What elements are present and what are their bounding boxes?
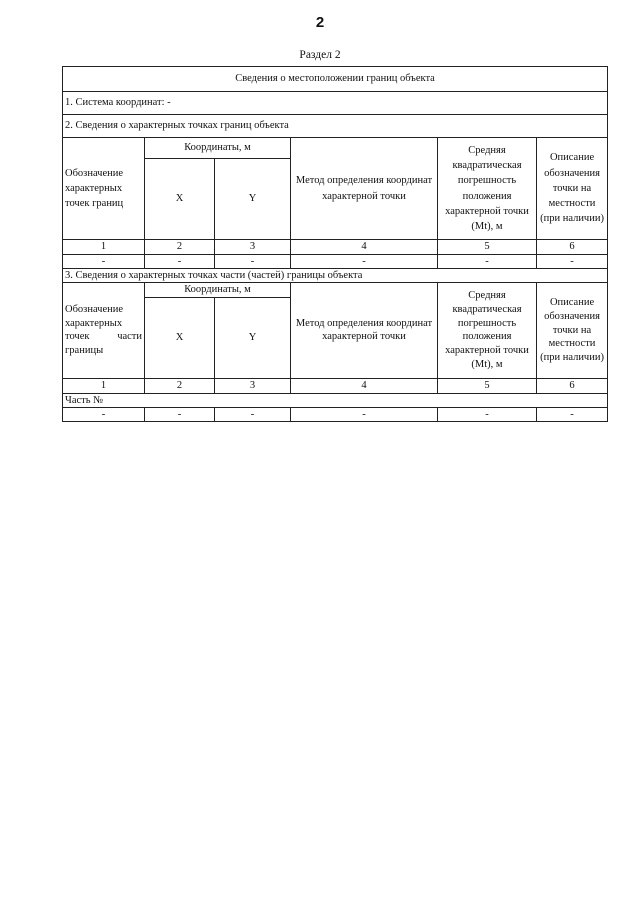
s2-col-error: Средняя квадратическая погрешность положения характерной точки (Mt), м (438, 138, 537, 240)
s2-num-6: 6 (537, 240, 608, 255)
s2-col-y: Y (215, 159, 291, 240)
s2-num-5: 5 (438, 240, 537, 255)
page-number: 2 (315, 14, 325, 31)
s2-cell-3: - (215, 255, 291, 269)
s3-part-label: Часть № (63, 393, 608, 407)
s3-cell-4: - (291, 407, 438, 421)
s3-num-1: 1 (63, 378, 145, 393)
s2-num-4: 4 (291, 240, 438, 255)
s2-cell-5: - (438, 255, 537, 269)
s3-col-method: Метод определения координат характерной точки (291, 283, 438, 379)
boundary-table (62, 66, 608, 422)
s3-col-designation: Обозначение характерных точек части границы (63, 283, 145, 379)
s3-col-coords: Координаты, м (145, 283, 291, 298)
s3-num-6: 6 (537, 378, 608, 393)
s2-col-x: X (145, 159, 215, 240)
s3-col-error: Средняя квадратическая погрешность положения характерной точки (Mt), м (438, 283, 537, 379)
section3-title: 3. Сведения о характерных точках части (частей) границы объекта (63, 269, 608, 283)
s2-num-1: 1 (63, 240, 145, 255)
s3-col-description: Описание обозначения точки на местности (при наличии) (537, 283, 608, 379)
s2-col-coords: Координаты, м (145, 138, 291, 159)
s2-col-description: Описание обозначения точки на местности (при наличии) (537, 138, 608, 240)
table-title: Сведения о местоположении границ объекта (63, 67, 608, 92)
s3-num-3: 3 (215, 378, 291, 393)
s2-cell-4: - (291, 255, 438, 269)
s2-col-method: Метод определения координат характерной точки (291, 138, 438, 240)
s2-cell-1: - (63, 255, 145, 269)
s3-num-2: 2 (145, 378, 215, 393)
s3-cell-2: - (145, 407, 215, 421)
s2-cell-2: - (145, 255, 215, 269)
s2-num-2: 2 (145, 240, 215, 255)
s3-col-x: X (145, 297, 215, 378)
coord-system-row: 1. Система координат: - (63, 92, 608, 115)
s3-cell-5: - (438, 407, 537, 421)
section2-title: 2. Сведения о характерных точках границ объекта (63, 115, 608, 138)
s3-num-4: 4 (291, 378, 438, 393)
s2-cell-6: - (537, 255, 608, 269)
section-title: Раздел 2 (299, 49, 341, 61)
s3-num-5: 5 (438, 378, 537, 393)
s3-cell-3: - (215, 407, 291, 421)
s3-col-y: Y (215, 297, 291, 378)
s2-col-designation: Обозначение характерных точек границ (63, 138, 145, 240)
s2-num-3: 3 (215, 240, 291, 255)
s3-cell-6: - (537, 407, 608, 421)
table-row (63, 255, 608, 269)
s3-cell-1: - (63, 407, 145, 421)
table-row (63, 407, 608, 421)
